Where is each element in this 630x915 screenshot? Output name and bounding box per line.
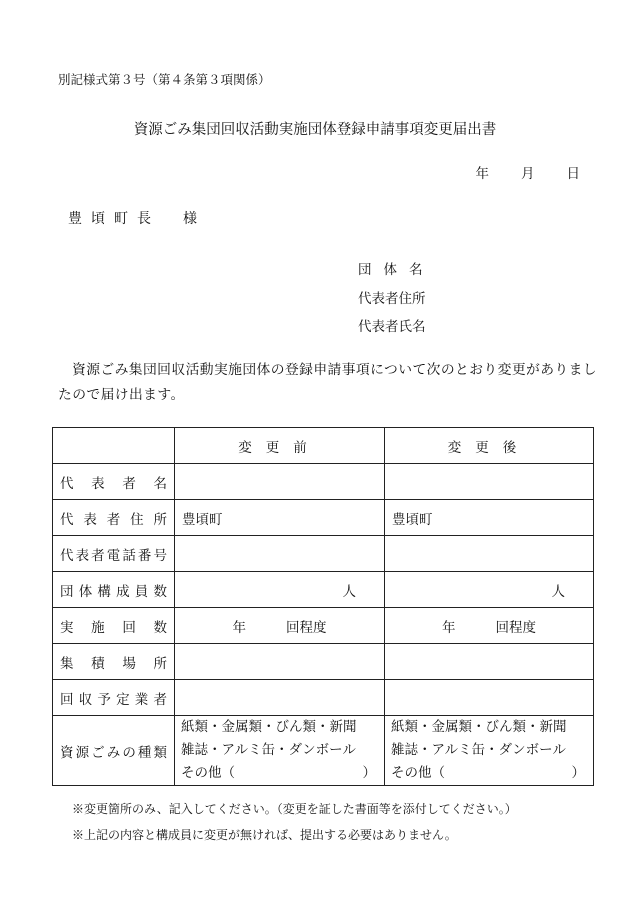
types-after-other-open: その他（	[391, 765, 445, 781]
header-before: 変更前	[175, 428, 385, 464]
document-title: 資源ごみ集団回収活動実施団体登録申請事項変更届出書	[133, 122, 497, 138]
types-before-line1: 紙類・金属類・びん類・新聞	[181, 719, 357, 735]
types-before-other-close: ）	[362, 765, 376, 781]
types-after-line2: 雑誌・アルミ缶・ダンボール	[391, 742, 566, 758]
row-location	[53, 644, 594, 680]
label-rep-phone: 代表者電話番号	[53, 536, 175, 572]
label-location: 集積場所	[53, 644, 175, 680]
rep-name-after-field[interactable]	[385, 464, 594, 500]
rep-phone-after-field[interactable]	[385, 536, 594, 572]
row-types	[53, 716, 594, 786]
label-members: 団体構成員数	[53, 572, 175, 608]
location-before-field[interactable]	[175, 644, 385, 680]
types-after-other-close: ）	[571, 765, 585, 781]
rep-address-after-field[interactable]: 豊頃町	[385, 500, 594, 536]
date-line	[476, 162, 581, 182]
members-after-field[interactable]: 人	[385, 572, 594, 608]
rep-phone-before-field[interactable]	[175, 536, 385, 572]
note-1: ※変更箇所のみ、記入してください。（変更を証した書面等を添付してください。）	[72, 802, 517, 816]
date-month: 月	[521, 166, 535, 182]
frequency-before-year: 年	[232, 619, 246, 636]
addressee: 豊頃町長 様	[68, 211, 206, 227]
label-types: 資源ごみの種類	[53, 716, 175, 786]
types-after-line1: 紙類・金属類・びん類・新聞	[391, 719, 567, 735]
row-frequency	[53, 608, 594, 644]
rep-name-before-field[interactable]	[175, 464, 385, 500]
row-rep-phone	[53, 536, 594, 572]
frequency-after-times: 回程度	[495, 619, 536, 636]
collector-after-field[interactable]	[385, 680, 594, 716]
body-text: 資源ごみ集団回収活動実施団体の登録申請事項について次のとおり変更がありましたので届け出ます。	[58, 362, 598, 403]
rep-address-before-field[interactable]: 豊頃町	[175, 500, 385, 536]
table-header-row	[53, 428, 594, 464]
header-empty-cell	[53, 428, 175, 464]
row-rep-name	[53, 464, 594, 500]
members-before-field[interactable]: 人	[175, 572, 385, 608]
applicant-group-name: 団体名	[358, 262, 435, 278]
label-rep-address: 代表者住所	[53, 500, 175, 536]
types-before-field[interactable]	[175, 716, 385, 786]
row-collector	[53, 680, 594, 716]
location-after-field[interactable]	[385, 644, 594, 680]
date-year: 年	[475, 166, 489, 182]
change-table	[52, 427, 594, 786]
applicant-rep-name: 代表者氏名	[358, 319, 426, 335]
form-id: 別記様式第３号（第４条第３項関係）	[58, 72, 271, 87]
header-after: 変更後	[385, 428, 594, 464]
note-2: ※上記の内容と構成員に変更が無ければ、提出する必要はありません。	[72, 828, 457, 842]
label-collector: 回収予定業者	[53, 680, 175, 716]
types-before-other-open: その他（	[181, 765, 235, 781]
row-members	[53, 572, 594, 608]
types-after-field[interactable]	[385, 716, 594, 786]
frequency-after-year: 年	[442, 619, 456, 636]
row-rep-address	[53, 500, 594, 536]
applicant-rep-address: 代表者住所	[358, 291, 426, 307]
date-day: 日	[566, 166, 580, 182]
collector-before-field[interactable]	[175, 680, 385, 716]
label-frequency: 実施回数	[53, 608, 175, 644]
label-rep-name: 代表者名	[53, 464, 175, 500]
types-after-other	[385, 762, 593, 785]
frequency-after-field[interactable]	[385, 608, 594, 644]
types-before-other	[175, 762, 384, 785]
frequency-before-times: 回程度	[286, 619, 327, 636]
frequency-before-field[interactable]	[175, 608, 385, 644]
types-before-line2: 雑誌・アルミ缶・ダンボール	[181, 742, 356, 758]
